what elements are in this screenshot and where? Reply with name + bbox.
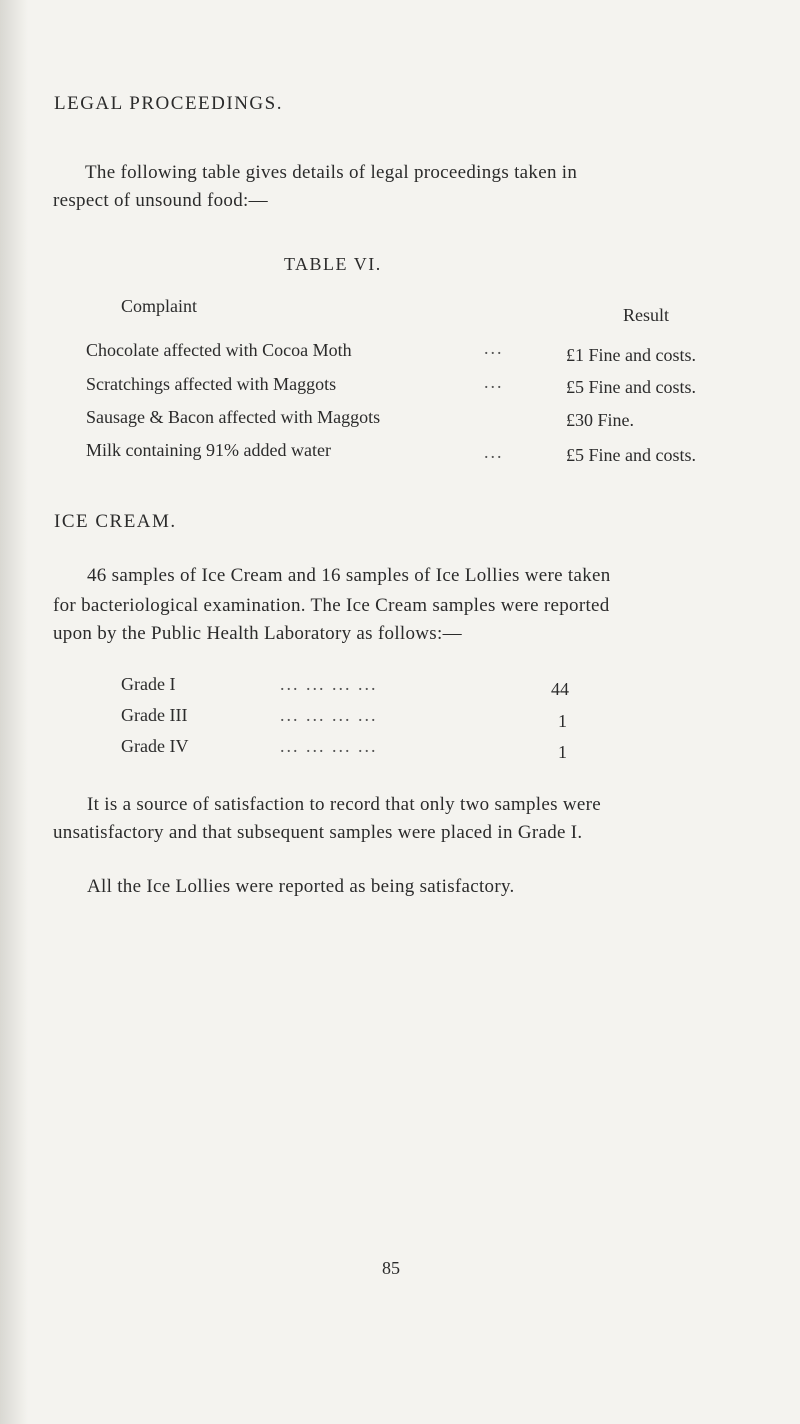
complaint-cell: Sausage & Bacon affected with Maggots (86, 407, 381, 427)
ice-cream-heading: ICE CREAM. (54, 511, 177, 532)
dot-leader: ... ... ... ... (280, 736, 378, 756)
ice-cream-para1-line-2: for bacteriological examination. The Ice Cream samples were reported (53, 595, 610, 616)
ice-cream-para2-line-1: It is a source of satisfaction to record that only two samples were (87, 794, 601, 815)
grade-count: 1 (558, 711, 567, 731)
ice-cream-para3: All the Ice Lollies were reported as being satisfactory. (87, 876, 515, 897)
grade-count: 1 (558, 742, 567, 762)
ice-cream-para1-line-3: upon by the Public Health Laboratory as follows:— (53, 623, 462, 644)
table-title: TABLE VI. (284, 254, 382, 274)
grade-label: Grade I (121, 674, 176, 694)
scan-edge-shadow (0, 0, 28, 1424)
ice-cream-para2-line-2: unsatisfactory and that subsequent samples were placed in Grade I. (53, 822, 583, 843)
ice-cream-para1-line-1: 46 samples of Ice Cream and 16 samples of Ice Lollies were taken (87, 565, 611, 586)
dot-leader: ... ... ... ... (280, 705, 378, 725)
grade-label: Grade III (121, 705, 188, 725)
complaint-cell: Scratchings affected with Maggots (86, 374, 337, 394)
legal-proceedings-heading: LEGAL PROCEEDINGS. (54, 93, 283, 114)
result-cell: £5 Fine and costs. (566, 445, 696, 465)
result-cell: £30 Fine. (566, 410, 635, 430)
complaint-column-header: Complaint (121, 296, 197, 316)
page-number: 85 (382, 1258, 400, 1278)
result-cell: £1 Fine and costs. (566, 345, 696, 365)
result-column-header: Result (623, 305, 670, 325)
legal-intro-line-1: The following table gives details of legal proceedings taken in (85, 162, 578, 183)
complaint-cell: Chocolate affected with Cocoa Moth (86, 340, 352, 360)
dot-leader: ... ... ... ... (280, 674, 378, 694)
dot-leader: ... (484, 338, 504, 358)
grade-label: Grade IV (121, 736, 189, 756)
complaint-cell: Milk containing 91% added water (86, 440, 331, 460)
legal-intro-line-2: respect of unsound food:— (53, 190, 268, 211)
dot-leader: ... (484, 372, 504, 392)
dot-leader: ... (484, 442, 504, 462)
result-cell: £5 Fine and costs. (566, 377, 696, 397)
grade-count: 44 (551, 679, 569, 699)
